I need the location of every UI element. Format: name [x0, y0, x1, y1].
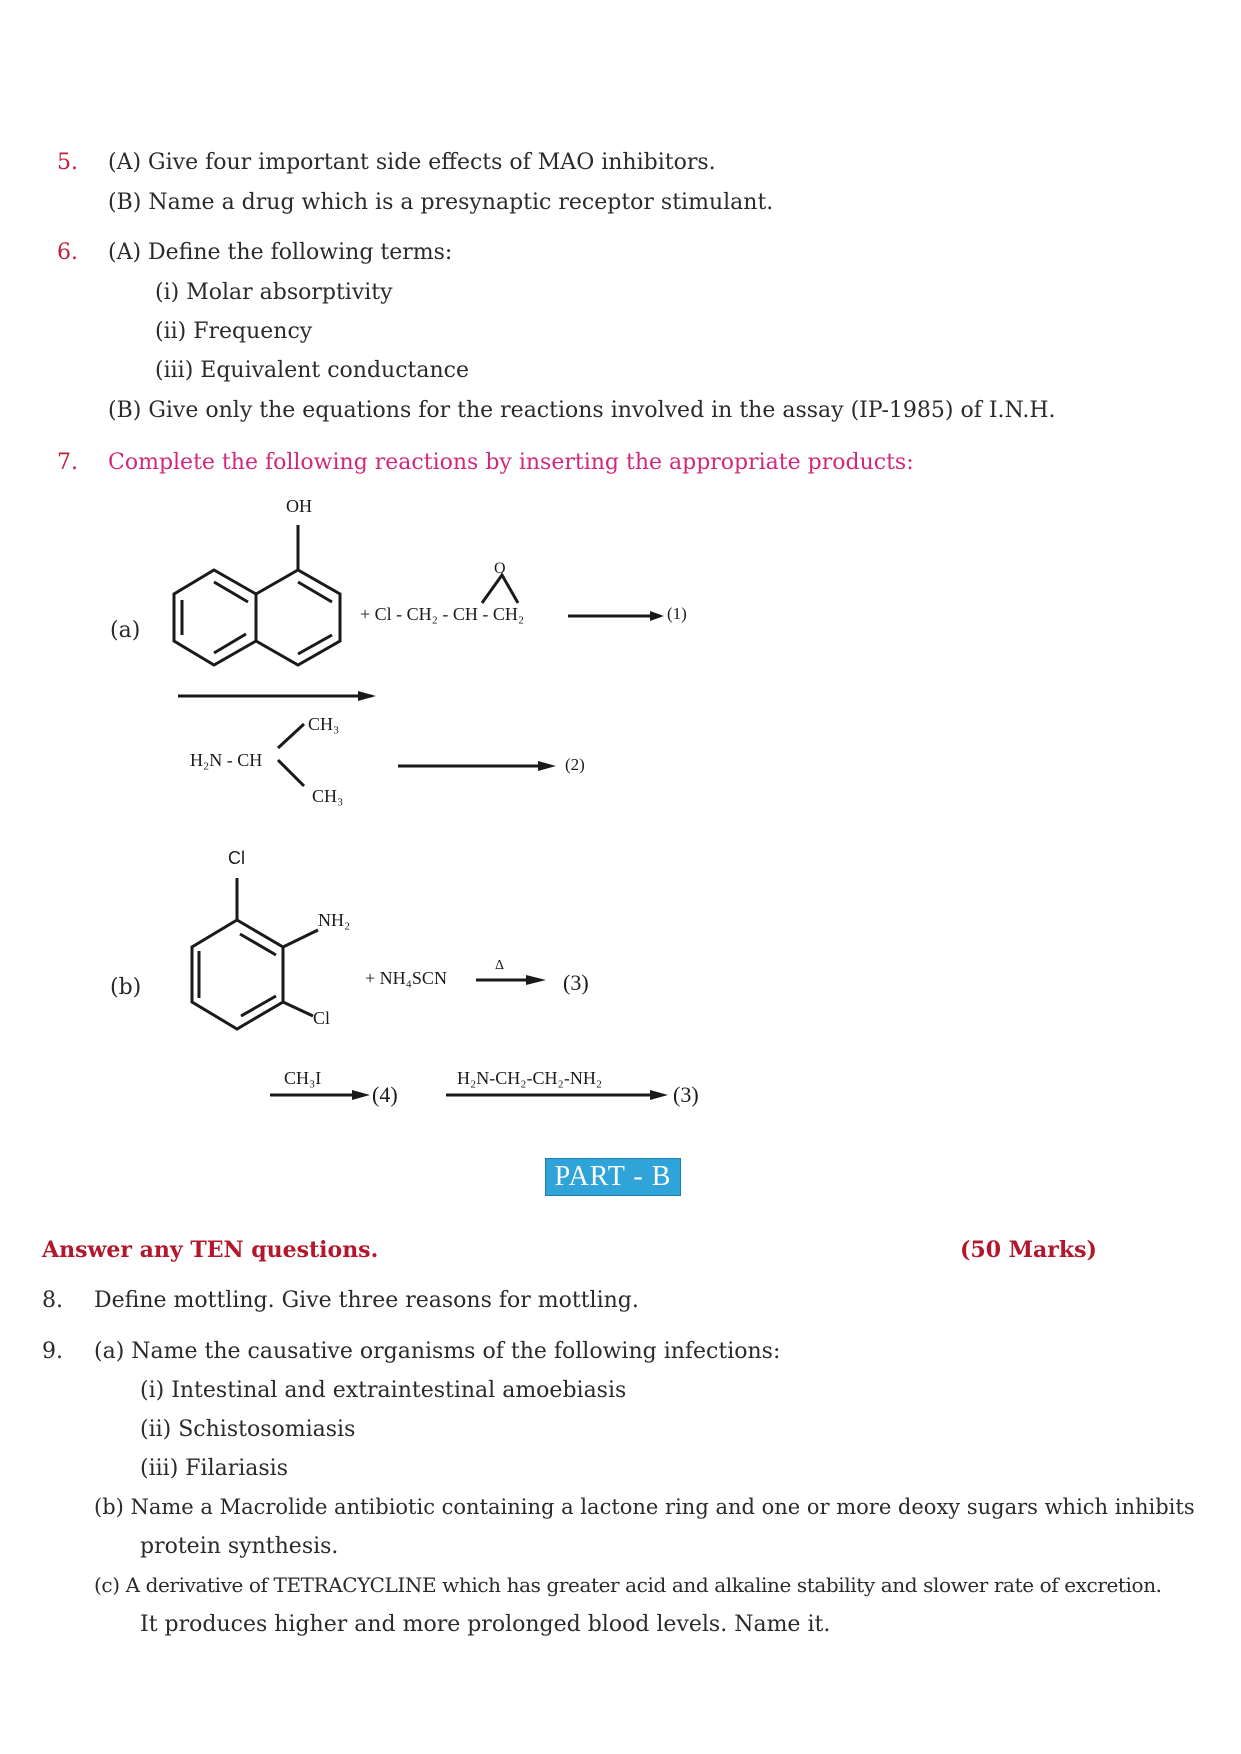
question-6a-iii: (iii) Equivalent conductance	[155, 358, 469, 383]
question-9c-line2: It produces higher and more prolonged blood levels. Name it.	[140, 1612, 831, 1637]
ch3-top-label: CH₃	[308, 714, 340, 734]
question-9b-line2: protein synthesis.	[140, 1534, 339, 1559]
oh-label: OH	[286, 496, 312, 516]
ch3-bottom-label: CH₃	[312, 786, 344, 806]
chloro-top-label: Cl	[228, 848, 245, 868]
ethylenediamine-reagent: H₂N-CH₂-CH₂-NH₂	[457, 1068, 603, 1088]
question-7-number: 7.	[57, 450, 78, 475]
question-6a: (A) Define the following terms:	[108, 240, 453, 265]
question-9a: (a) Name the causative organisms of the following infections:	[94, 1339, 781, 1364]
question-9c-line1: (c) A derivative of TETRACYCLINE which has greater acid and alkaline stability and slower rate of excretion.	[94, 1573, 1162, 1597]
part-b-banner: PART - B	[545, 1158, 681, 1196]
product-3-label: (3)	[563, 970, 589, 995]
question-9a-iii: (iii) Filariasis	[140, 1456, 289, 1481]
question-6-number: 6.	[57, 240, 78, 265]
part-b-marks: (50 Marks)	[960, 1237, 1097, 1263]
amino-group-label: NH₂	[318, 910, 351, 930]
question-6b: (B) Give only the equations for the reactions involved in the assay (IP-1985) of I.N.H.	[108, 398, 1056, 423]
heat-delta-symbol: Δ	[495, 958, 505, 973]
question-8-number: 8.	[42, 1288, 63, 1313]
reaction-b-label: (b)	[110, 975, 142, 1000]
part-b-instruction: Answer any TEN questions.	[42, 1237, 379, 1263]
product-4-label: (4)	[372, 1082, 398, 1107]
product-3b-label: (3)	[673, 1082, 699, 1107]
epoxide-oxygen-label: O	[494, 560, 506, 577]
question-8-text: Define mottling. Give three reasons for mottling.	[94, 1288, 639, 1313]
reaction-a-label: (a)	[110, 618, 141, 643]
question-9b-line1: (b) Name a Macrolide antibiotic containing a lactone ring and one or more deoxy sugars which inhibits	[94, 1495, 1195, 1519]
question-9-number: 9.	[42, 1339, 63, 1364]
product-1-label: (1)	[667, 604, 687, 623]
methyl-iodide-reagent: CH₃I	[284, 1068, 322, 1088]
isopropylamine-stem: H₂N - CH	[190, 750, 263, 770]
question-5-number: 5.	[57, 150, 78, 175]
chloro-bottom-label: Cl	[313, 1008, 331, 1028]
question-6a-i: (i) Molar absorptivity	[155, 280, 393, 305]
question-7-text: Complete the following reactions by inserting the appropriate products:	[108, 450, 914, 475]
question-5a: (A) Give four important side effects of MAO inhibitors.	[108, 150, 716, 175]
question-5b: (B) Name a drug which is a presynaptic receptor stimulant.	[108, 190, 774, 215]
dichloroaniline-ring	[192, 920, 283, 1029]
product-2-label: (2)	[565, 755, 585, 774]
ammonium-thiocyanate-reagent: + NH₄SCN	[365, 968, 447, 988]
epichlorohydrin-reagent: + Cl - CH₂ - CH - CH₂	[360, 604, 525, 624]
question-6a-ii: (ii) Frequency	[155, 319, 313, 344]
naphthalene-structure	[174, 570, 340, 665]
question-9a-ii: (ii) Schistosomiasis	[140, 1417, 356, 1442]
question-9a-i: (i) Intestinal and extraintestinal amoebiasis	[140, 1378, 627, 1403]
